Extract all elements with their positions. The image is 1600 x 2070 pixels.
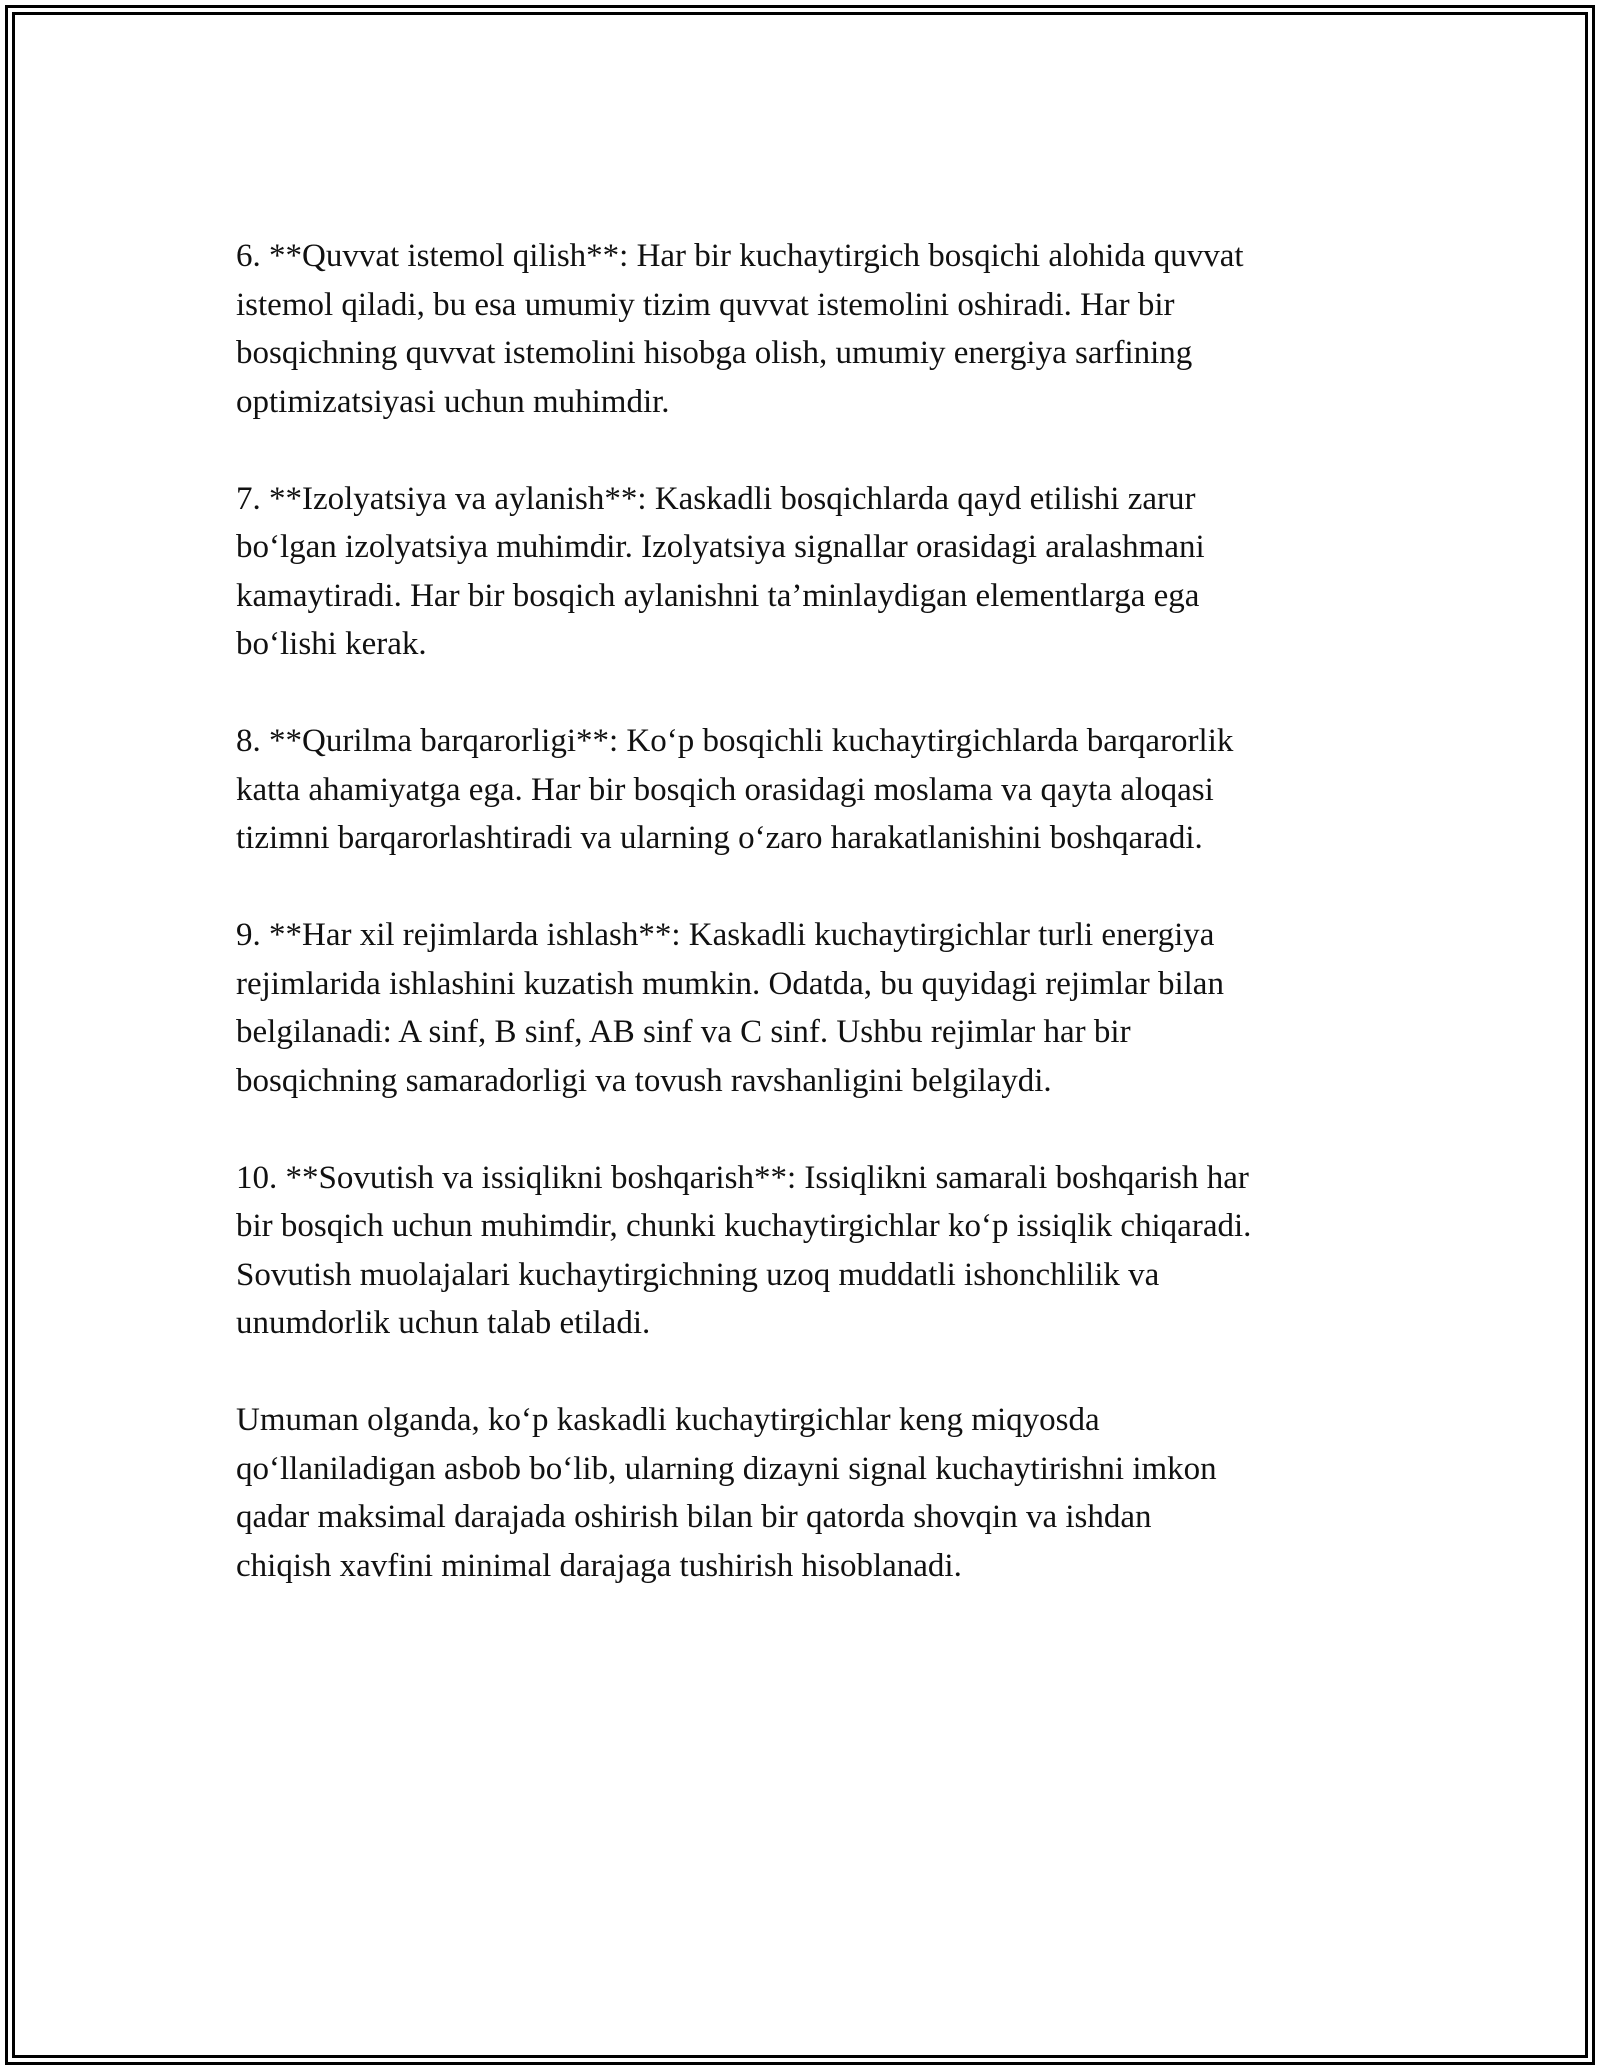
paragraph-cooling: 10. **Sovutish va issiqlikni boshqarish**: Issiqlikni samarali boshqarish har bir bosqich uchun muhimdir, chunki kuchaytirgichlar ko‘p issiqlik chiqaradi. Sovutish muolajalari kuchaytirgichning uzoq muddatli ishonchlilik va unumdorlik uchun talab etiladi.: [236, 1159, 1252, 1341]
document-body: [236, 232, 1416, 1639]
paragraph-stability: 8. **Qurilma barqarorligi**: Ko‘p bosqichli kuchaytirgichlarda barqarorlik katta ahamiyatga ega. Har bir bosqich orasidagi moslama va qayta aloqasi tizimni barqarorlashtiradi va ularning o‘zaro harakatlanishini boshqaradi.: [236, 723, 1234, 856]
paragraph-conclusion: Umuman olganda, ko‘p kaskadli kuchaytirgichlar keng miqyosda qo‘llaniladigan asbob bo‘lib, ularning dizayni signal kuchaytirishni imkon qadar maksimal darajada oshirish bilan bir qatorda shovqin va ishdan chiqish xavfini minimal darajaga tushirish hisoblanadi.: [236, 1402, 1217, 1584]
paragraph-power-consumption: 6. **Quvvat istemol qilish**: Har bir kuchaytirgich bosqichi alohida quvvat istemol qiladi, bu esa umumiy tizim quvvat istemolini oshiradi. Har bir bosqichning quvvat istemolini hisobga olish, umumiy energiya sarfining optimizatsiyasi uchun muhimdir.: [236, 238, 1244, 420]
paragraph-isolation: 7. **Izolyatsiya va aylanish**: Kaskadli bosqichlarda qayd etilishi zarur bo‘lgan izolyatsiya muhimdir. Izolyatsiya signallar orasidagi aralashmani kamaytiradi. Har bir bosqich aylanishni ta’minlaydigan elementlarga ega bo‘lishi kerak.: [236, 480, 1205, 662]
paragraph-operating-modes: 9. **Har xil rejimlarda ishlash**: Kaskadli kuchaytirgichlar turli energiya rejimlarida ishlashini kuzatish mumkin. Odatda, bu quyidagi rejimlar bilan belgilanadi: A sinf, B sinf, AB sinf va C sinf. Ushbu rejimlar har bir bosqichning samaradorligi va tovush ravshanligini belgilaydi.: [236, 917, 1224, 1099]
